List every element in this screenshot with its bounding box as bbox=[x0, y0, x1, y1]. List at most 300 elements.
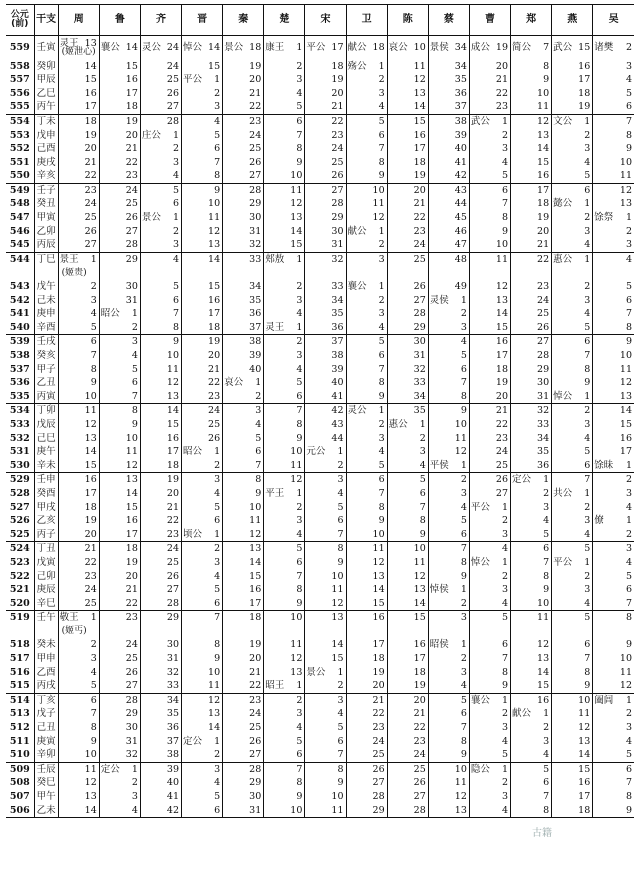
ganzhi-cell: 丁未 bbox=[34, 114, 58, 128]
reign-cell: 4 bbox=[264, 307, 305, 321]
reign-cell: 4 bbox=[552, 238, 593, 252]
reign-cell: 5 bbox=[428, 349, 469, 363]
ruler-title: 定公 bbox=[512, 474, 532, 486]
reign-cell: 4 bbox=[182, 487, 223, 501]
ruler-title: 成公 bbox=[470, 42, 490, 53]
ganzhi-cell: 戊子 bbox=[34, 707, 58, 721]
reign-cell: 21 bbox=[305, 100, 346, 114]
reign-year-number: 1 bbox=[378, 225, 385, 237]
table-row bbox=[6, 60, 634, 74]
ganzhi-cell: 辛未 bbox=[34, 459, 58, 473]
reign-cell: 4 bbox=[346, 445, 387, 459]
table-row bbox=[6, 266, 634, 280]
reign-cell: 3 bbox=[469, 142, 510, 156]
reign-cell bbox=[140, 625, 181, 639]
reign-cell: 3 bbox=[264, 349, 305, 363]
reign-cell: 18 bbox=[99, 100, 140, 114]
reign-cell: 23 bbox=[182, 390, 223, 404]
header-state: 宋 bbox=[305, 5, 346, 36]
ganzhi-cell: 庚辰 bbox=[34, 583, 58, 597]
table-row bbox=[6, 776, 634, 790]
reign-cell: 20 bbox=[469, 390, 510, 404]
reign-cell: 7 bbox=[305, 748, 346, 762]
reign-cell: 26 bbox=[99, 666, 140, 680]
reign-cell: 9 bbox=[552, 679, 593, 693]
year-cell: 542 bbox=[9, 294, 30, 306]
reign-cell: 18 bbox=[58, 114, 99, 128]
reign-year-number: 1 bbox=[543, 708, 550, 720]
reign-cell: 6 bbox=[428, 707, 469, 721]
reign-cell: 3 bbox=[552, 514, 593, 528]
reign-cell: 4 bbox=[264, 363, 305, 377]
reign-cell: 15 bbox=[552, 762, 593, 776]
reign-cell: 43 bbox=[428, 183, 469, 197]
reign-cell: 7 bbox=[428, 542, 469, 556]
reign-cell bbox=[182, 735, 223, 749]
reign-cell: 5 bbox=[469, 748, 510, 762]
year-cell: 538 bbox=[9, 350, 30, 362]
reign-cell: 4 bbox=[182, 776, 223, 790]
reign-year-number: 1 bbox=[460, 639, 467, 651]
year-cell: 539 bbox=[6, 335, 34, 349]
reign-cell: 5 bbox=[593, 748, 634, 762]
table-row bbox=[6, 611, 634, 625]
reign-cell bbox=[552, 114, 593, 128]
reign-cell: 5 bbox=[593, 569, 634, 583]
reign-cell: 31 bbox=[387, 349, 428, 363]
year-cell: 522 bbox=[9, 570, 30, 582]
reign-cell: 11 bbox=[58, 404, 99, 418]
reign-cell: 36 bbox=[305, 321, 346, 335]
reign-cell: 27 bbox=[305, 183, 346, 197]
reign-cell: 13 bbox=[99, 473, 140, 487]
reign-cell: 40 bbox=[223, 363, 264, 377]
ganzhi-cell: 乙未 bbox=[34, 804, 58, 818]
reign-cell: 28 bbox=[223, 183, 264, 197]
reign-cell: 7 bbox=[346, 142, 387, 156]
year-cell: 540 bbox=[9, 321, 30, 333]
reign-year-number: 1 bbox=[460, 584, 467, 596]
ruler-title: 襄公 bbox=[347, 281, 367, 293]
reign-cell: 6 bbox=[346, 128, 387, 142]
reign-cell bbox=[387, 266, 428, 280]
reign-cell: 15 bbox=[140, 418, 181, 432]
reign-cell: 18 bbox=[305, 60, 346, 74]
reign-cell: 21 bbox=[511, 238, 552, 252]
ganzhi-cell: 庚午 bbox=[34, 445, 58, 459]
reign-cell: 19 bbox=[223, 60, 264, 74]
reign-cell: 25 bbox=[182, 418, 223, 432]
reign-cell: 4 bbox=[223, 418, 264, 432]
reign-cell: 6 bbox=[305, 735, 346, 749]
reign-cell: 33 bbox=[511, 418, 552, 432]
ganzhi-cell: 丁丑 bbox=[34, 542, 58, 556]
reign-cell bbox=[511, 36, 552, 60]
header-year: 公元 (前) bbox=[6, 5, 34, 36]
reign-cell: 2 bbox=[99, 321, 140, 335]
reign-cell: 16 bbox=[182, 294, 223, 308]
reign-cell: 12 bbox=[511, 114, 552, 128]
reign-cell: 17 bbox=[552, 73, 593, 87]
reign-cell: 8 bbox=[58, 363, 99, 377]
reign-cell: 16 bbox=[99, 514, 140, 528]
ruler-title: 灵公 bbox=[347, 405, 367, 417]
reign-year-number: 1 bbox=[501, 694, 509, 706]
year-cell: 555 bbox=[9, 101, 30, 113]
year-cell: 558 bbox=[9, 60, 30, 72]
reign-cell: 13 bbox=[140, 390, 181, 404]
reign-cell: 27 bbox=[58, 238, 99, 252]
year-cell: 517 bbox=[9, 653, 30, 665]
reign-cell: 32 bbox=[140, 666, 181, 680]
reign-cell: 14 bbox=[58, 60, 99, 74]
reign-cell: 3 bbox=[346, 252, 387, 266]
reign-cell: 13 bbox=[305, 611, 346, 625]
ganzhi-cell: 庚寅 bbox=[34, 735, 58, 749]
reign-cell: 5 bbox=[387, 473, 428, 487]
reign-cell: 10 bbox=[593, 652, 634, 666]
reign-cell: 3 bbox=[140, 156, 181, 170]
reign-cell: 21 bbox=[223, 666, 264, 680]
reign-cell: 27 bbox=[99, 225, 140, 239]
reign-cell bbox=[182, 73, 223, 87]
ganzhi-cell: 己未 bbox=[34, 294, 58, 308]
reign-cell: 3 bbox=[593, 238, 634, 252]
ruler-title: 顷公 bbox=[183, 528, 203, 540]
reign-cell: 3 bbox=[182, 100, 223, 114]
reign-cell: 8 bbox=[428, 390, 469, 404]
reign-cell bbox=[264, 487, 305, 501]
ruler-title: 灵公 bbox=[141, 42, 161, 53]
ganzhi-cell: 戊午 bbox=[34, 280, 58, 294]
reign-cell: 13 bbox=[511, 652, 552, 666]
reign-cell: 16 bbox=[593, 432, 634, 446]
reign-cell: 10 bbox=[469, 238, 510, 252]
reign-cell: 6 bbox=[99, 376, 140, 390]
table-row bbox=[6, 376, 634, 390]
reign-cell: 10 bbox=[428, 762, 469, 776]
reign-cell bbox=[593, 625, 634, 639]
reign-cell: 20 bbox=[387, 183, 428, 197]
ruler-title: 灵王 bbox=[265, 321, 285, 333]
ruler-title: 隐公 bbox=[470, 763, 490, 775]
reign-cell: 21 bbox=[182, 363, 223, 377]
year-cell: 554 bbox=[6, 114, 34, 128]
reign-cell: 9 bbox=[264, 790, 305, 804]
reign-cell: 4 bbox=[552, 528, 593, 542]
reign-cell: 6 bbox=[552, 183, 593, 197]
table-row bbox=[6, 569, 634, 583]
reign-cell: 10 bbox=[182, 666, 223, 680]
reign-cell: 11 bbox=[593, 666, 634, 680]
reign-cell: 4 bbox=[511, 748, 552, 762]
reign-cell bbox=[593, 514, 634, 528]
table-row bbox=[6, 666, 634, 680]
reign-cell: 2 bbox=[58, 638, 99, 652]
reign-cell: 40 bbox=[305, 376, 346, 390]
reign-cell: 7 bbox=[182, 611, 223, 625]
reign-cell: 22 bbox=[182, 376, 223, 390]
reign-cell: 17 bbox=[58, 487, 99, 501]
reign-cell: 16 bbox=[552, 776, 593, 790]
ruler-title: 景公 bbox=[306, 666, 326, 678]
reign-cell: 15 bbox=[511, 156, 552, 170]
year-cell: 533 bbox=[9, 418, 30, 430]
ganzhi-cell bbox=[34, 625, 58, 639]
reign-cell: 33 bbox=[223, 252, 264, 266]
reign-cell bbox=[99, 307, 140, 321]
reign-cell: 7 bbox=[223, 459, 264, 473]
reign-cell bbox=[593, 459, 634, 473]
reign-cell: 10 bbox=[99, 432, 140, 446]
reign-cell: 4 bbox=[469, 156, 510, 170]
reign-cell: 22 bbox=[140, 514, 181, 528]
reign-cell: 19 bbox=[305, 73, 346, 87]
reign-cell: 11 bbox=[511, 611, 552, 625]
ruler-title: 哀公 bbox=[388, 42, 408, 53]
reign-cell: 9 bbox=[511, 73, 552, 87]
header-state: 陈 bbox=[387, 5, 428, 36]
reign-year-number: 1 bbox=[501, 763, 509, 775]
reign-cell: 23 bbox=[223, 114, 264, 128]
ruler-title: 惠公 bbox=[553, 253, 573, 265]
reign-cell bbox=[511, 266, 552, 280]
reign-cell bbox=[99, 625, 140, 639]
reign-cell: 24 bbox=[305, 142, 346, 156]
reign-cell: 6 bbox=[511, 776, 552, 790]
reign-cell: 5 bbox=[552, 611, 593, 625]
reign-cell: 8 bbox=[511, 569, 552, 583]
table-row bbox=[6, 363, 634, 377]
ruler-title: 悼公 bbox=[553, 390, 573, 402]
reign-year-number: 1 bbox=[214, 74, 221, 86]
reign-cell: 12 bbox=[182, 693, 223, 707]
reign-cell: 8 bbox=[428, 735, 469, 749]
year-cell: 511 bbox=[9, 735, 30, 747]
reign-cell: 32 bbox=[223, 238, 264, 252]
table-row bbox=[6, 404, 634, 418]
reign-cell: 6 bbox=[593, 294, 634, 308]
year-cell: 544 bbox=[6, 252, 34, 266]
reign-cell: 33 bbox=[305, 280, 346, 294]
year-cell: 543 bbox=[9, 281, 30, 293]
reign-cell: 15 bbox=[511, 679, 552, 693]
reign-cell: 19 bbox=[99, 556, 140, 570]
reign-cell: 30 bbox=[99, 721, 140, 735]
reign-cell: 13 bbox=[346, 569, 387, 583]
reign-year-number: 10 bbox=[413, 42, 426, 53]
ganzhi-cell: 己酉 bbox=[34, 142, 58, 156]
reign-cell: 17 bbox=[387, 652, 428, 666]
table-row bbox=[6, 321, 634, 335]
reign-cell: 22 bbox=[223, 679, 264, 693]
reign-cell: 20 bbox=[58, 142, 99, 156]
reign-cell: 2 bbox=[264, 693, 305, 707]
reign-cell: 32 bbox=[511, 404, 552, 418]
ruler-title: 景侯 bbox=[429, 42, 449, 53]
reign-cell: 27 bbox=[511, 335, 552, 349]
table-row bbox=[6, 583, 634, 597]
reign-cell: 34 bbox=[428, 60, 469, 74]
reign-cell: 20 bbox=[99, 128, 140, 142]
ruler-title: 惠公 bbox=[388, 418, 408, 430]
reign-cell: 4 bbox=[428, 679, 469, 693]
reign-cell: 30 bbox=[140, 638, 181, 652]
reign-cell: 9 bbox=[182, 183, 223, 197]
reign-cell: 7 bbox=[264, 404, 305, 418]
reign-cell: 17 bbox=[552, 790, 593, 804]
year-cell: 519 bbox=[6, 611, 34, 625]
reign-cell: 11 bbox=[346, 197, 387, 211]
table-row bbox=[6, 459, 634, 473]
reign-cell: 3 bbox=[428, 487, 469, 501]
reign-year-number: 1 bbox=[296, 321, 303, 333]
reign-year-number: 1 bbox=[296, 487, 303, 499]
reign-cell: 6 bbox=[593, 583, 634, 597]
ganzhi-cell: 辛亥 bbox=[34, 169, 58, 183]
table-row bbox=[6, 73, 634, 87]
ruler-title: 昭公 bbox=[100, 308, 120, 320]
header-state: 周 bbox=[58, 5, 99, 36]
reign-cell: 34 bbox=[140, 693, 181, 707]
year-cell: 527 bbox=[9, 501, 30, 513]
reign-cell: 7 bbox=[552, 652, 593, 666]
reign-cell: 38 bbox=[140, 748, 181, 762]
reign-cell: 4 bbox=[387, 459, 428, 473]
reign-cell: 24 bbox=[182, 404, 223, 418]
reign-cell: 11 bbox=[511, 100, 552, 114]
ganzhi-cell: 壬午 bbox=[34, 611, 58, 625]
table-row bbox=[6, 445, 634, 459]
reign-cell: 22 bbox=[387, 211, 428, 225]
reign-cell: 2 bbox=[552, 569, 593, 583]
reign-cell: 10 bbox=[264, 445, 305, 459]
reign-cell: 8 bbox=[99, 404, 140, 418]
reign-cell: 27 bbox=[223, 169, 264, 183]
year-cell: 551 bbox=[9, 156, 30, 168]
reign-cell: 12 bbox=[58, 776, 99, 790]
reign-cell: 6 bbox=[140, 197, 181, 211]
year-cell: 514 bbox=[6, 693, 34, 707]
reign-cell: 36 bbox=[223, 307, 264, 321]
table-row bbox=[6, 36, 634, 60]
reign-cell: 6 bbox=[58, 693, 99, 707]
reign-cell: 19 bbox=[140, 473, 181, 487]
table-row bbox=[6, 473, 634, 487]
ruler-title: 景公 bbox=[224, 42, 244, 53]
ruler-title: 灵侯 bbox=[429, 294, 449, 306]
reign-cell: 12 bbox=[140, 376, 181, 390]
reign-year-number: 1 bbox=[625, 515, 632, 527]
reign-cell: 6 bbox=[264, 556, 305, 570]
reign-cell: 3 bbox=[469, 583, 510, 597]
year-cell: 532 bbox=[9, 432, 30, 444]
reign-cell: 23 bbox=[387, 225, 428, 239]
reign-year-number: 34 bbox=[454, 42, 467, 53]
reign-cell: 3 bbox=[511, 735, 552, 749]
reign-cell: 40 bbox=[428, 142, 469, 156]
reign-cell: 23 bbox=[305, 128, 346, 142]
ruler-title: 共公 bbox=[553, 487, 573, 499]
reign-cell: 8 bbox=[469, 211, 510, 225]
year-cell: 525 bbox=[9, 528, 30, 540]
reign-cell bbox=[552, 625, 593, 639]
reign-cell: 20 bbox=[140, 487, 181, 501]
reign-cell: 10 bbox=[182, 197, 223, 211]
reign-cell: 2 bbox=[552, 211, 593, 225]
reign-cell: 9 bbox=[99, 418, 140, 432]
reign-cell: 26 bbox=[58, 225, 99, 239]
reign-cell: 3 bbox=[593, 487, 634, 501]
reign-cell: 11 bbox=[469, 252, 510, 266]
reign-cell: 9 bbox=[593, 335, 634, 349]
year-cell: 556 bbox=[9, 87, 30, 99]
reign-cell bbox=[346, 60, 387, 74]
reign-cell: 49 bbox=[428, 280, 469, 294]
reign-cell: 9 bbox=[593, 142, 634, 156]
year-cell: 528 bbox=[9, 487, 30, 499]
ruler-title: 平公 bbox=[183, 74, 203, 86]
reign-year-number: 1 bbox=[625, 212, 632, 224]
reign-cell: 24 bbox=[58, 583, 99, 597]
reign-cell: 29 bbox=[346, 804, 387, 818]
reign-cell: 11 bbox=[552, 707, 593, 721]
reign-cell: 31 bbox=[223, 225, 264, 239]
reign-cell: 9 bbox=[428, 748, 469, 762]
reign-cell: 20 bbox=[305, 87, 346, 101]
reign-cell: 3 bbox=[264, 294, 305, 308]
table-row bbox=[6, 252, 634, 266]
reign-cell: 2 bbox=[182, 459, 223, 473]
year-cell: 507 bbox=[9, 791, 30, 803]
reign-cell: 28 bbox=[223, 762, 264, 776]
ganzhi-cell: 辛酉 bbox=[34, 321, 58, 335]
reign-cell: 9 bbox=[264, 597, 305, 611]
reign-cell: 27 bbox=[469, 487, 510, 501]
reign-cell: 6 bbox=[346, 349, 387, 363]
reign-cell: 26 bbox=[140, 569, 181, 583]
reign-cell: 27 bbox=[140, 583, 181, 597]
reign-cell: 3 bbox=[99, 790, 140, 804]
reign-cell: 10 bbox=[223, 501, 264, 515]
reign-cell: 28 bbox=[99, 693, 140, 707]
reign-cell: 28 bbox=[140, 114, 181, 128]
reign-cell: 22 bbox=[99, 156, 140, 170]
reign-cell: 7 bbox=[58, 707, 99, 721]
reign-cell: 4 bbox=[264, 528, 305, 542]
reign-cell: 4 bbox=[469, 542, 510, 556]
reign-year-number: 1 bbox=[501, 115, 509, 127]
reign-cell bbox=[469, 625, 510, 639]
reign-cell: 10 bbox=[387, 542, 428, 556]
reign-cell: 47 bbox=[428, 238, 469, 252]
ruler-title: 懿公 bbox=[553, 198, 573, 210]
ruler-title: 灵王 bbox=[59, 37, 79, 49]
reign-cell bbox=[58, 611, 99, 625]
reign-cell bbox=[223, 376, 264, 390]
reign-cell: 23 bbox=[140, 528, 181, 542]
reign-cell: 33 bbox=[140, 679, 181, 693]
reign-cell: 2 bbox=[346, 294, 387, 308]
reign-cell: 2 bbox=[552, 404, 593, 418]
ruler-title: 阖闾 bbox=[594, 694, 614, 706]
reign-cell: 7 bbox=[305, 528, 346, 542]
reign-cell: 11 bbox=[428, 432, 469, 446]
ganzhi-cell: 己巳 bbox=[34, 432, 58, 446]
reign-cell: 6 bbox=[182, 142, 223, 156]
reign-cell: 16 bbox=[387, 638, 428, 652]
table-row bbox=[6, 142, 634, 156]
